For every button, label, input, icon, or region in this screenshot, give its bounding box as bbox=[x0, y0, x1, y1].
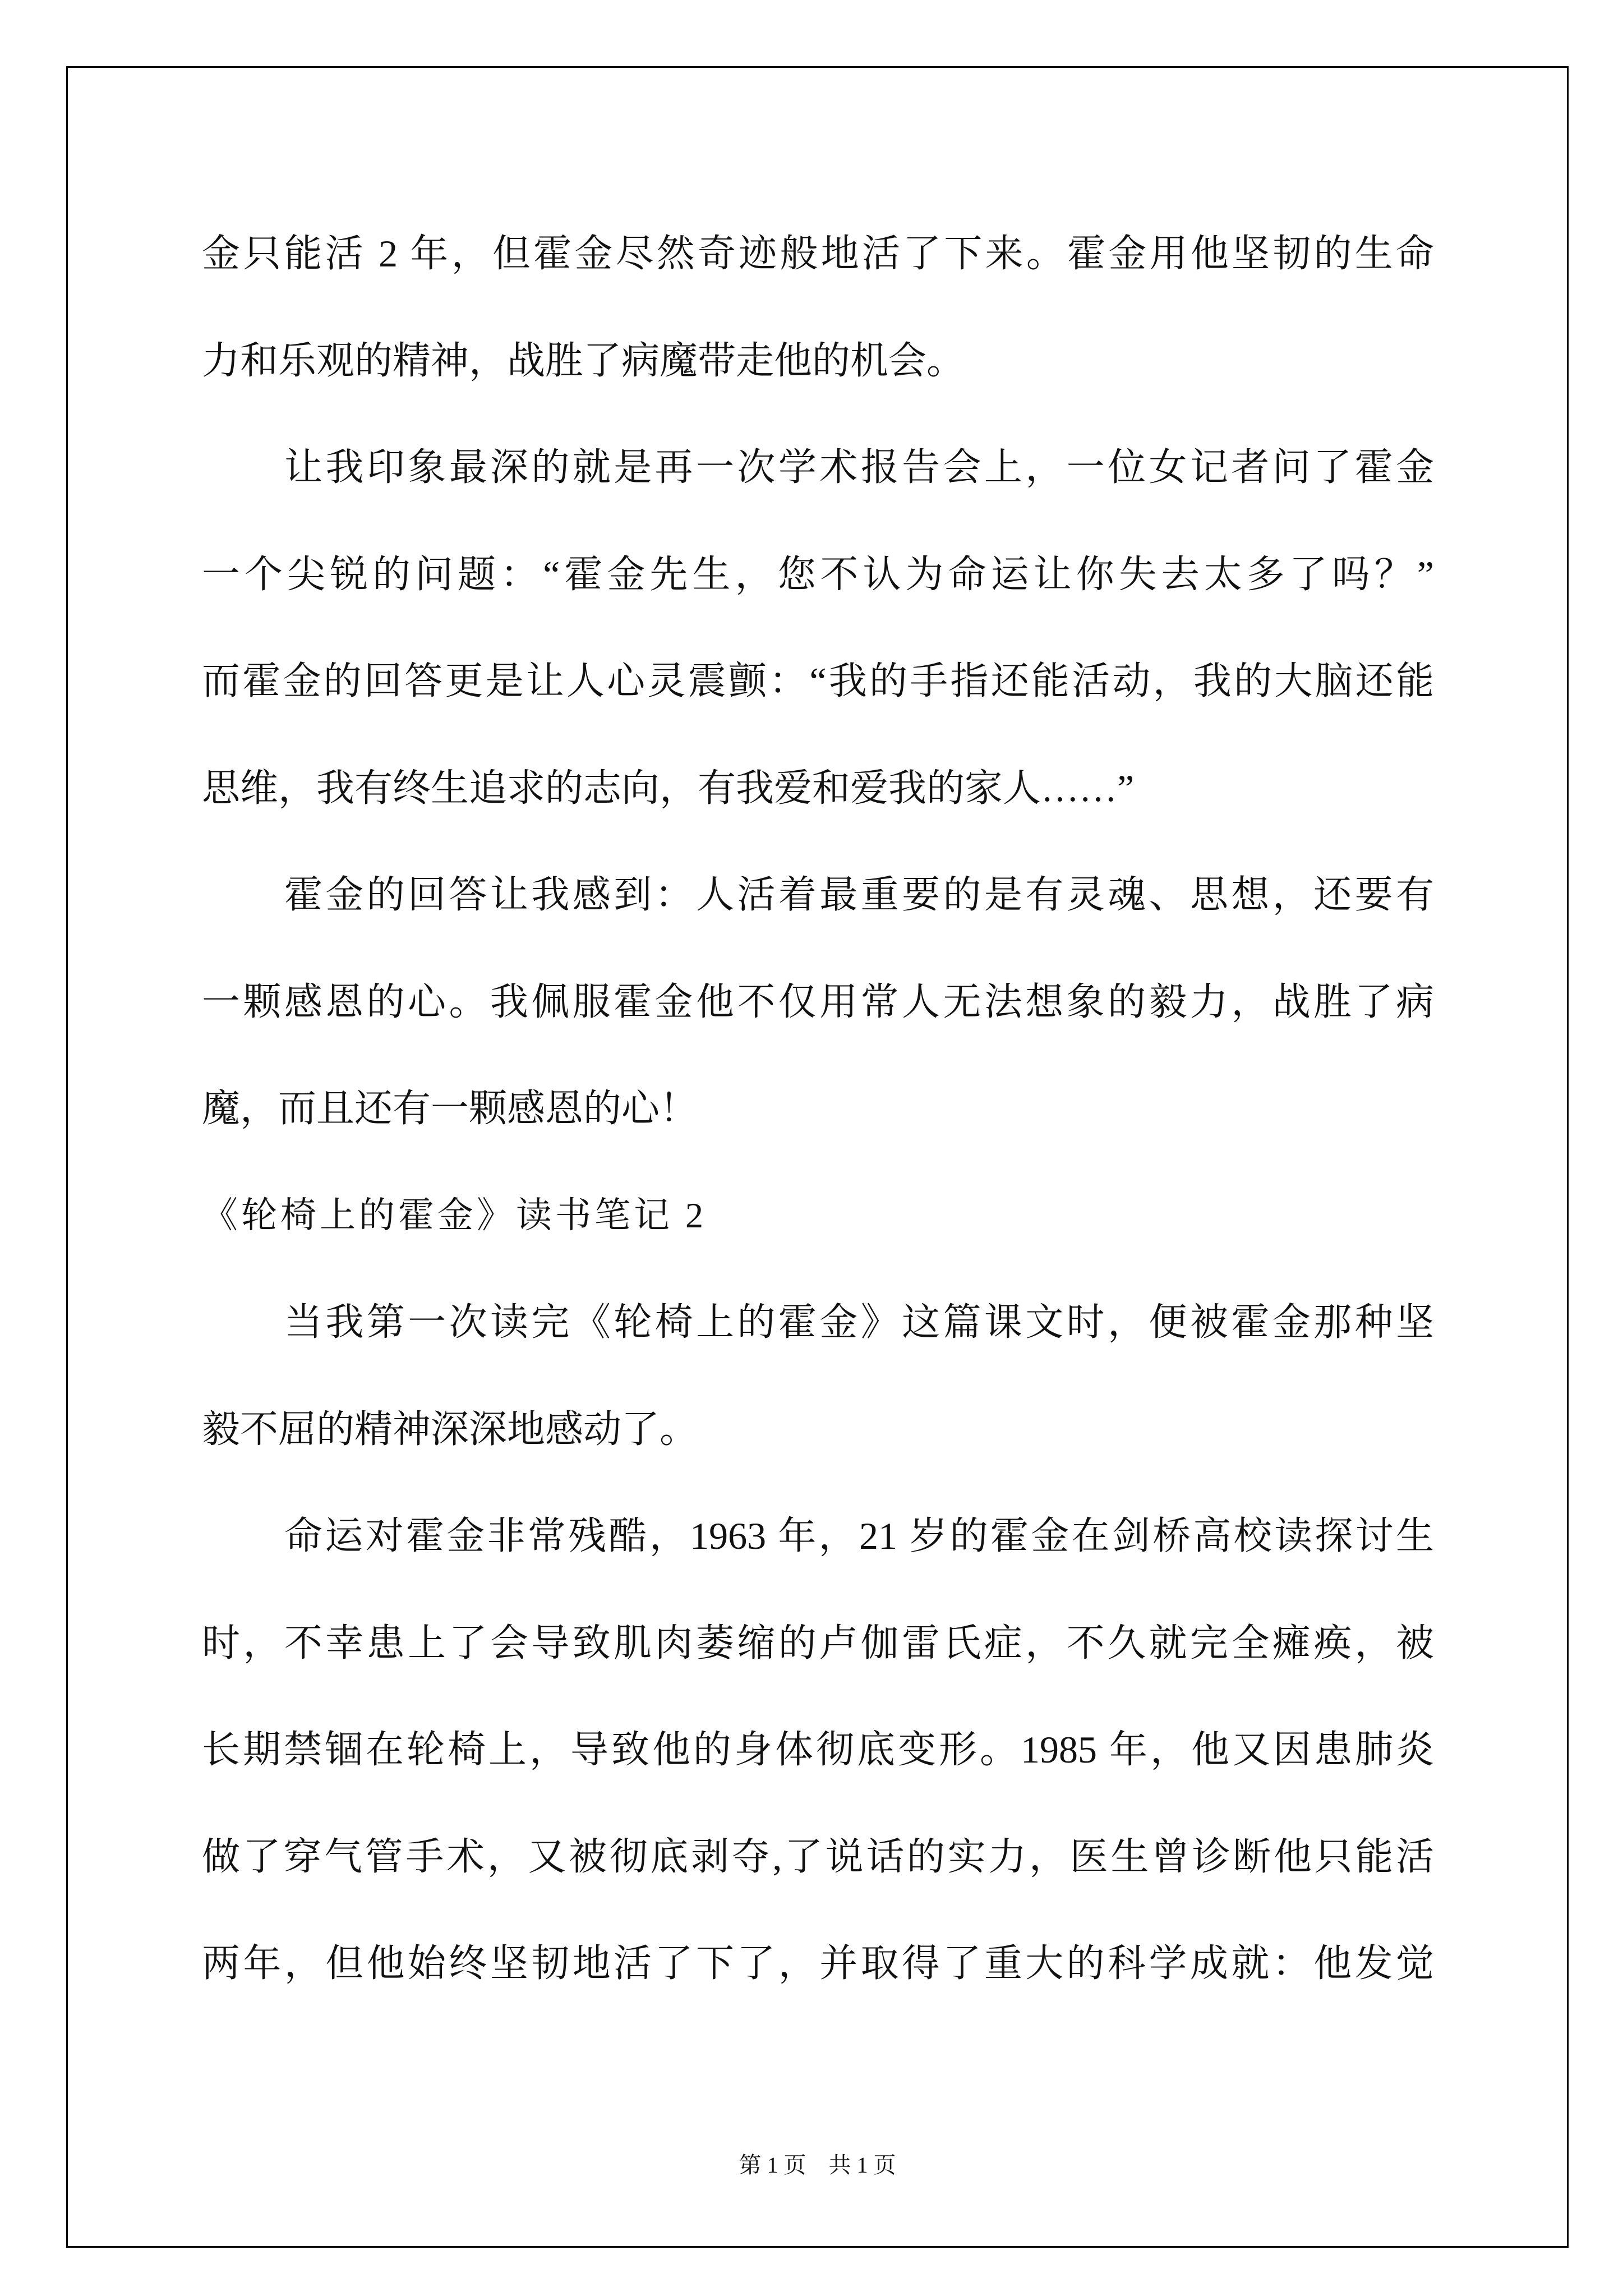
paragraph bbox=[202, 1483, 1434, 2017]
text-line: 毅不屈的精神深深地感动了。 bbox=[202, 1407, 698, 1451]
paragraph bbox=[202, 1269, 1434, 1483]
paragraph bbox=[202, 841, 1434, 1162]
page-footer: 第 1 页 共 1 页 bbox=[739, 2152, 896, 2178]
text-line: 时，不幸患上了会导致肌肉萎缩的卢伽雷氏症，不久就完全瘫痪，被 bbox=[202, 1621, 1434, 1664]
text-line: 一个尖锐的问题：“霍金先生，您不认为命运让你失去太多了吗？” bbox=[202, 553, 1434, 596]
section-heading: 《轮椅上的霍金》读书笔记 2 bbox=[202, 1195, 707, 1235]
text-line: 当我第一次读完《轮椅上的霍金》这篇课文时，便被霍金那种坚 bbox=[284, 1301, 1434, 1343]
text-line: 让我印象最深的就是再一次学术报告会上，一位女记者问了霍金 bbox=[284, 446, 1434, 489]
text-line: 一颗感恩的心。我佩服霍金他不仅用常人无法想象的毅力，战胜了病 bbox=[202, 980, 1434, 1023]
paragraph bbox=[202, 414, 1434, 841]
text-line: 魔，而且还有一颗感恩的心！ bbox=[202, 1087, 698, 1130]
text-line: 力和乐观的精神，战胜了病魔带走他的机会。 bbox=[202, 339, 965, 382]
text-line: 长期禁锢在轮椅上，导致他的身体彻底变形。1985 年，他又因患肺炎 bbox=[202, 1728, 1434, 1771]
paragraph bbox=[202, 200, 1434, 414]
text-line: 思维，我有终生追求的志向，有我爱和爱我的家人……” bbox=[202, 766, 1135, 809]
text-line: 两年，但他始终坚韧地活了下了，并取得了重大的科学成就：他发觉 bbox=[202, 1942, 1434, 1985]
document-body bbox=[202, 200, 1434, 2017]
text-line: 霍金的回答让我感到：人活着最重要的是有灵魂、思想，还要有 bbox=[284, 873, 1434, 916]
text-line: 做了穿气管手术，又被彻底剥夺,了说话的实力，医生曾诊断他只能活 bbox=[202, 1835, 1434, 1878]
text-line: 金只能活 2 年，但霍金尽然奇迹般地活了下来。霍金用他坚韧的生命 bbox=[202, 232, 1434, 275]
text-line: 命运对霍金非常残酷，1963 年，21 岁的霍金在剑桥高校读探讨生 bbox=[284, 1515, 1434, 1557]
text-line: 而霍金的回答更是让人心灵震颤：“我的手指还能活动，我的大脑还能 bbox=[202, 660, 1434, 702]
